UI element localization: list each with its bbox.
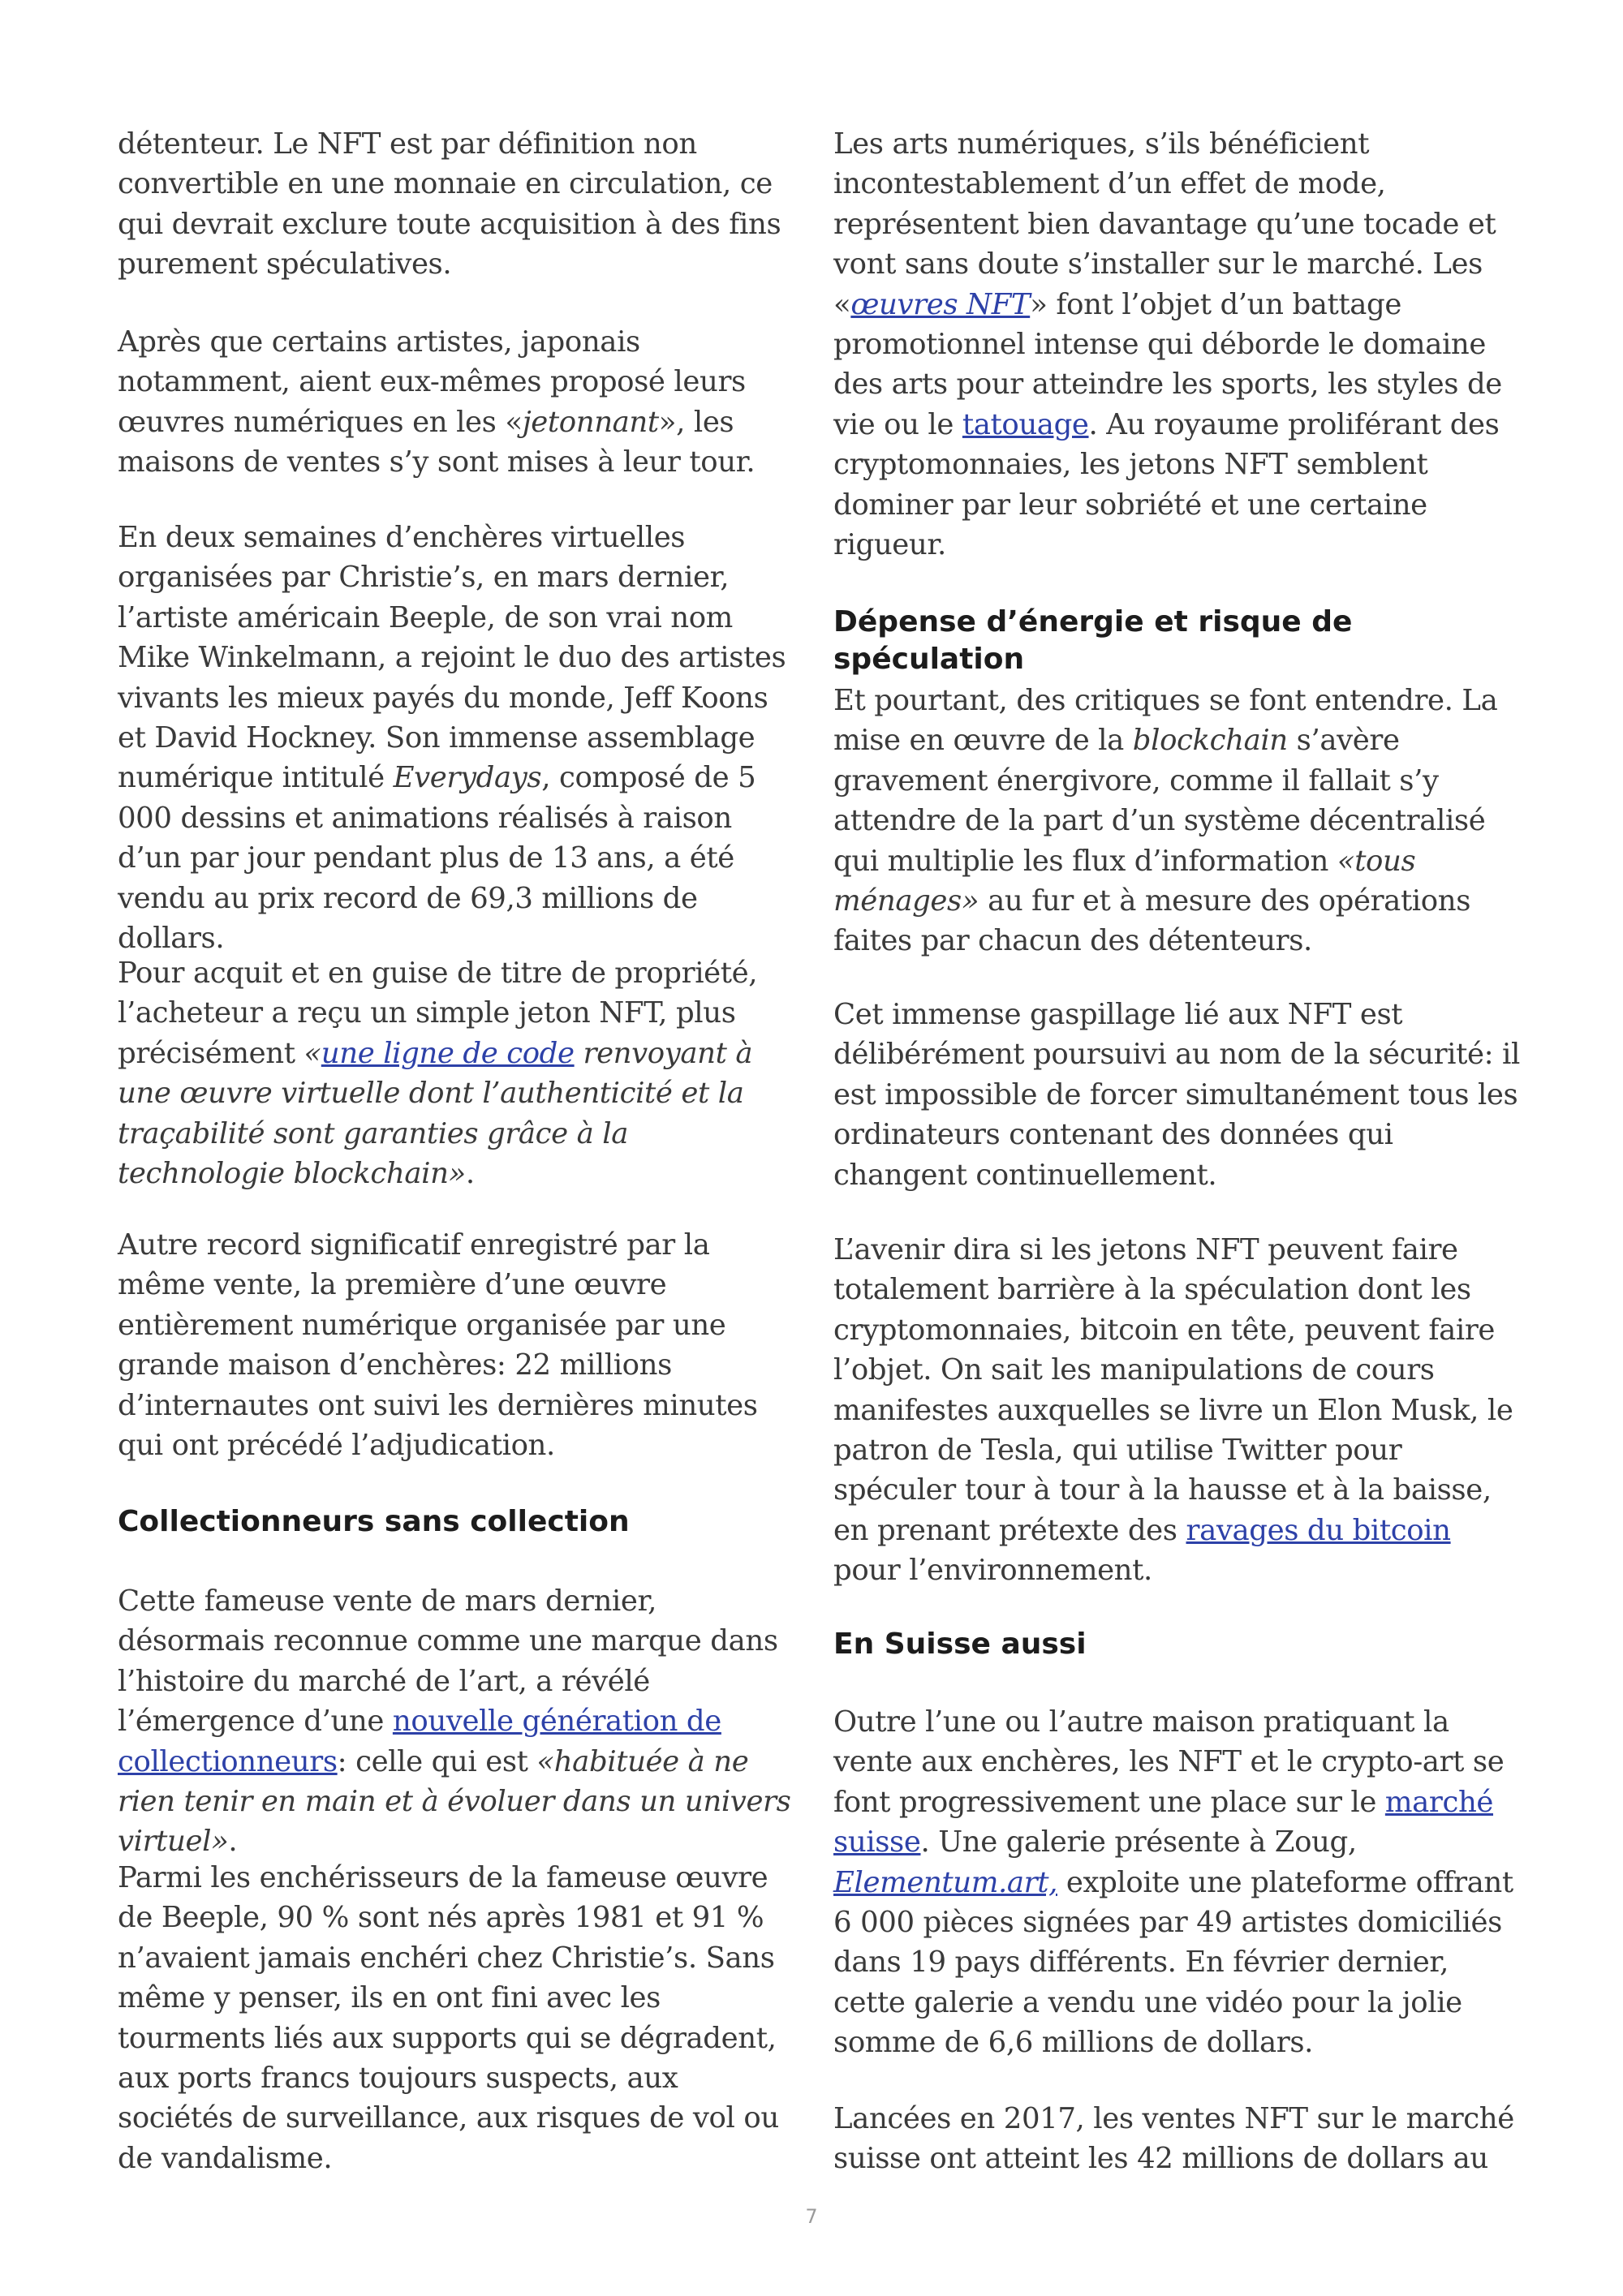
- right-p2-text-b: s’avère gravement énergivore, comme il fallait s’y attendre de la part d’un système décentralisé qui multiplie les flux d’information: [833, 724, 1486, 878]
- right-paragraph-2: [833, 681, 1523, 961]
- right-p1-text-b: font l’objet d’un battage promotionnel intense qui déborde le domaine des arts pour atteindre les sports, les styles de vie ou le: [833, 287, 1502, 441]
- link-ravages-du-bitcoin[interactable]: ravages du bitcoin: [1186, 1513, 1451, 1547]
- right-p2-quote-close: »: [961, 884, 979, 918]
- right-p2-text-a: Et pourtant, des critiques se font entendre. La mise en œuvre de la: [833, 684, 1498, 758]
- left-p6-text-a: Cette fameuse vente de mars dernier, désormais reconnue comme une marque dans l’histoire du marché de l’art, a révélé l’émergence d’une: [118, 1584, 778, 1739]
- right-paragraph-5: [833, 1702, 1523, 2063]
- right-p6-text: Lancées en 2017, les ventes NFT sur le marché suisse ont atteint les 42 millions de dollars au: [833, 2102, 1514, 2176]
- link-elementum-art[interactable]: Elementum.art,: [833, 1865, 1057, 1899]
- right-p2-blockchain: blockchain: [1132, 724, 1288, 758]
- link-nouvelle-generation[interactable]: nouvelle génération de collectionneurs: [118, 1705, 721, 1778]
- left-paragraph-7: [118, 1858, 799, 2178]
- page-number: 7: [805, 2205, 818, 2228]
- left-p4-quote-open: «: [304, 1036, 321, 1070]
- left-p6-text-b: : celle qui est: [337, 1744, 537, 1778]
- heading-en-suisse-aussi: En Suisse aussi: [833, 1627, 1087, 1661]
- heading-depense-energie: Dépense d’énergie et risque de spéculation: [833, 605, 1353, 676]
- right-p5-text-c: exploite une plateforme offrant 6 000 pièces signées par 49 artistes domiciliés dans 19 pays différents. En février dernier, cette galerie a vendu une vidéo pour la jolie somme de 6,6 millions de dollars.: [833, 1865, 1513, 2060]
- left-p2-text-b: , les maisons de ventes s’y sont mises à leur tour.: [118, 405, 756, 479]
- left-p4-quote-body: renvoyant à une œuvre virtuelle dont l’authenticité et la traçabilité sont garanties grâce à la technologie blockchain: [118, 1036, 753, 1191]
- link-une-ligne-de-code[interactable]: une ligne de code: [321, 1036, 575, 1070]
- right-p3-text: Cet immense gaspillage lié aux NFT est délibérément poursuivi au nom de la sécurité: il est impossible de forcer simultanément tous les ordinateurs contenant des données qui changent continuellement.: [833, 998, 1520, 1192]
- left-p2-text-a: Après que certains artistes, japonais notamment, aient eux-mêmes proposé leurs œuvres numériques en les: [118, 325, 746, 439]
- left-p3-text-a: En deux semaines d’enchères virtuelles organisées par Christie’s, en mars dernier, l’artiste américain Beeple, de son vrai nom Mike Winkelmann, a rejoint le duo des artistes vivants les mieux payés du monde, Jeff Koons et David Hockney. Son immense assemblage numérique intitulé: [118, 521, 786, 795]
- left-p4-quote-close: »: [448, 1157, 466, 1191]
- left-p7-text: Parmi les enchérisseurs de la fameuse œuvre de Beeple, 90 % sont nés après 1981 et 91 % n’avaient jamais enchéri chez Christie’s. Sans même y penser, ils en ont fini avec les tourments liés aux supports qui se dégradent, aux ports francs toujours suspects, aux sociétés de surveillance, aux risques de vol ou de vandalisme.: [118, 1861, 779, 2175]
- left-paragraph-2: [118, 322, 799, 483]
- right-p1-quote-open: «: [833, 287, 851, 321]
- link-oeuvres-nft[interactable]: œuvres NFT: [850, 287, 1031, 321]
- right-p4-text-a: L’avenir dira si les jetons NFT peuvent faire totalement barrière à la spéculation dont les cryptomonnaies, bitcoin en tête, peuvent faire l’objet. On sait les manipulations de cours manifestes auxquelles se livre un Elon Musk, le patron de Tesla, qui utilise Twitter pour spéculer tour à tour à la hausse et à la baisse, en prenant prétexte des: [833, 1233, 1513, 1547]
- heading-collectionneurs: Collectionneurs sans collection: [118, 1505, 630, 1538]
- left-paragraph-1: [118, 124, 799, 285]
- right-paragraph-3: [833, 995, 1523, 1195]
- link-marche-suisse[interactable]: marché suisse: [833, 1785, 1494, 1860]
- left-p6-quote-body: habituée à ne rien tenir en main et à évoluer dans un univers virtuel: [118, 1744, 791, 1859]
- left-p6-quote-open: «: [536, 1744, 554, 1778]
- right-p4-text-b: pour l’environnement.: [833, 1554, 1152, 1588]
- right-p1-quote-close: »: [1030, 287, 1048, 321]
- right-p2-quote-open: «: [1337, 844, 1355, 878]
- right-paragraph-4: [833, 1230, 1523, 1591]
- left-p2-quote-close: »: [658, 405, 677, 439]
- right-paragraph-6: [833, 2099, 1523, 2179]
- left-p5-text: Autre record significatif enregistré par la même vente, la première d’une œuvre entièrement numérique organisée par une grande maison d’enchères: 22 millions d’internautes ont suivi les dernières minutes qui ont précédé l’adjudication.: [118, 1228, 758, 1463]
- left-p4-text-b: .: [465, 1157, 475, 1191]
- right-p2-text-c: au fur et à mesure des opérations faites par chacun des détenteurs.: [833, 884, 1471, 958]
- left-p4-text-a: Pour acquit et en guise de titre de propriété, l’acheteur a reçu un simple jeton NFT, plus précisément: [118, 957, 758, 1070]
- right-p1-text-a: Les arts numériques, s’ils bénéficient incontestablement d’un effet de mode, représentent bien davantage qu’une tocade et vont sans doute s’installer sur le marché. Les: [833, 127, 1496, 282]
- left-p3-text-b: , composé de 5 000 dessins et animations réalisés à raison d’un par jour pendant plus de 13 ans, a été vendu au prix record de 69,3 millions de dollars.: [118, 761, 756, 956]
- left-paragraph-6: [118, 1581, 799, 1862]
- left-paragraph-5: [118, 1225, 799, 1465]
- left-p3-artwork-title: Everydays: [393, 761, 542, 795]
- right-p5-text-b: . Une galerie présente à Zoug,: [920, 1825, 1357, 1860]
- right-p2-quote-body: tous ménages: [833, 844, 1416, 918]
- right-p1-text-c: . Au royaume proliférant des cryptomonnaies, les jetons NFT semblent dominer par leur sobriété et une certaine rigueur.: [833, 407, 1500, 562]
- left-paragraph-4: [118, 953, 799, 1193]
- left-p2-emphasis: jetonnant: [522, 405, 659, 439]
- left-p6-quote-close: »: [211, 1825, 229, 1859]
- right-paragraph-1: [833, 124, 1523, 565]
- left-p1-text: détenteur. Le NFT est par définition non convertible en une monnaie en circulation, ce qui devrait exclure toute acquisition à des fins purement spéculatives.: [118, 127, 781, 282]
- left-p6-text-c: .: [228, 1825, 238, 1859]
- right-p5-text-a: Outre l’une ou l’autre maison pratiquant la vente aux enchères, les NFT et le crypto-art se font progressivement une place sur le: [833, 1705, 1505, 1819]
- link-tatouage[interactable]: tatouage: [962, 407, 1089, 441]
- left-p2-quote-open: «: [505, 405, 523, 439]
- left-paragraph-3: [118, 518, 799, 958]
